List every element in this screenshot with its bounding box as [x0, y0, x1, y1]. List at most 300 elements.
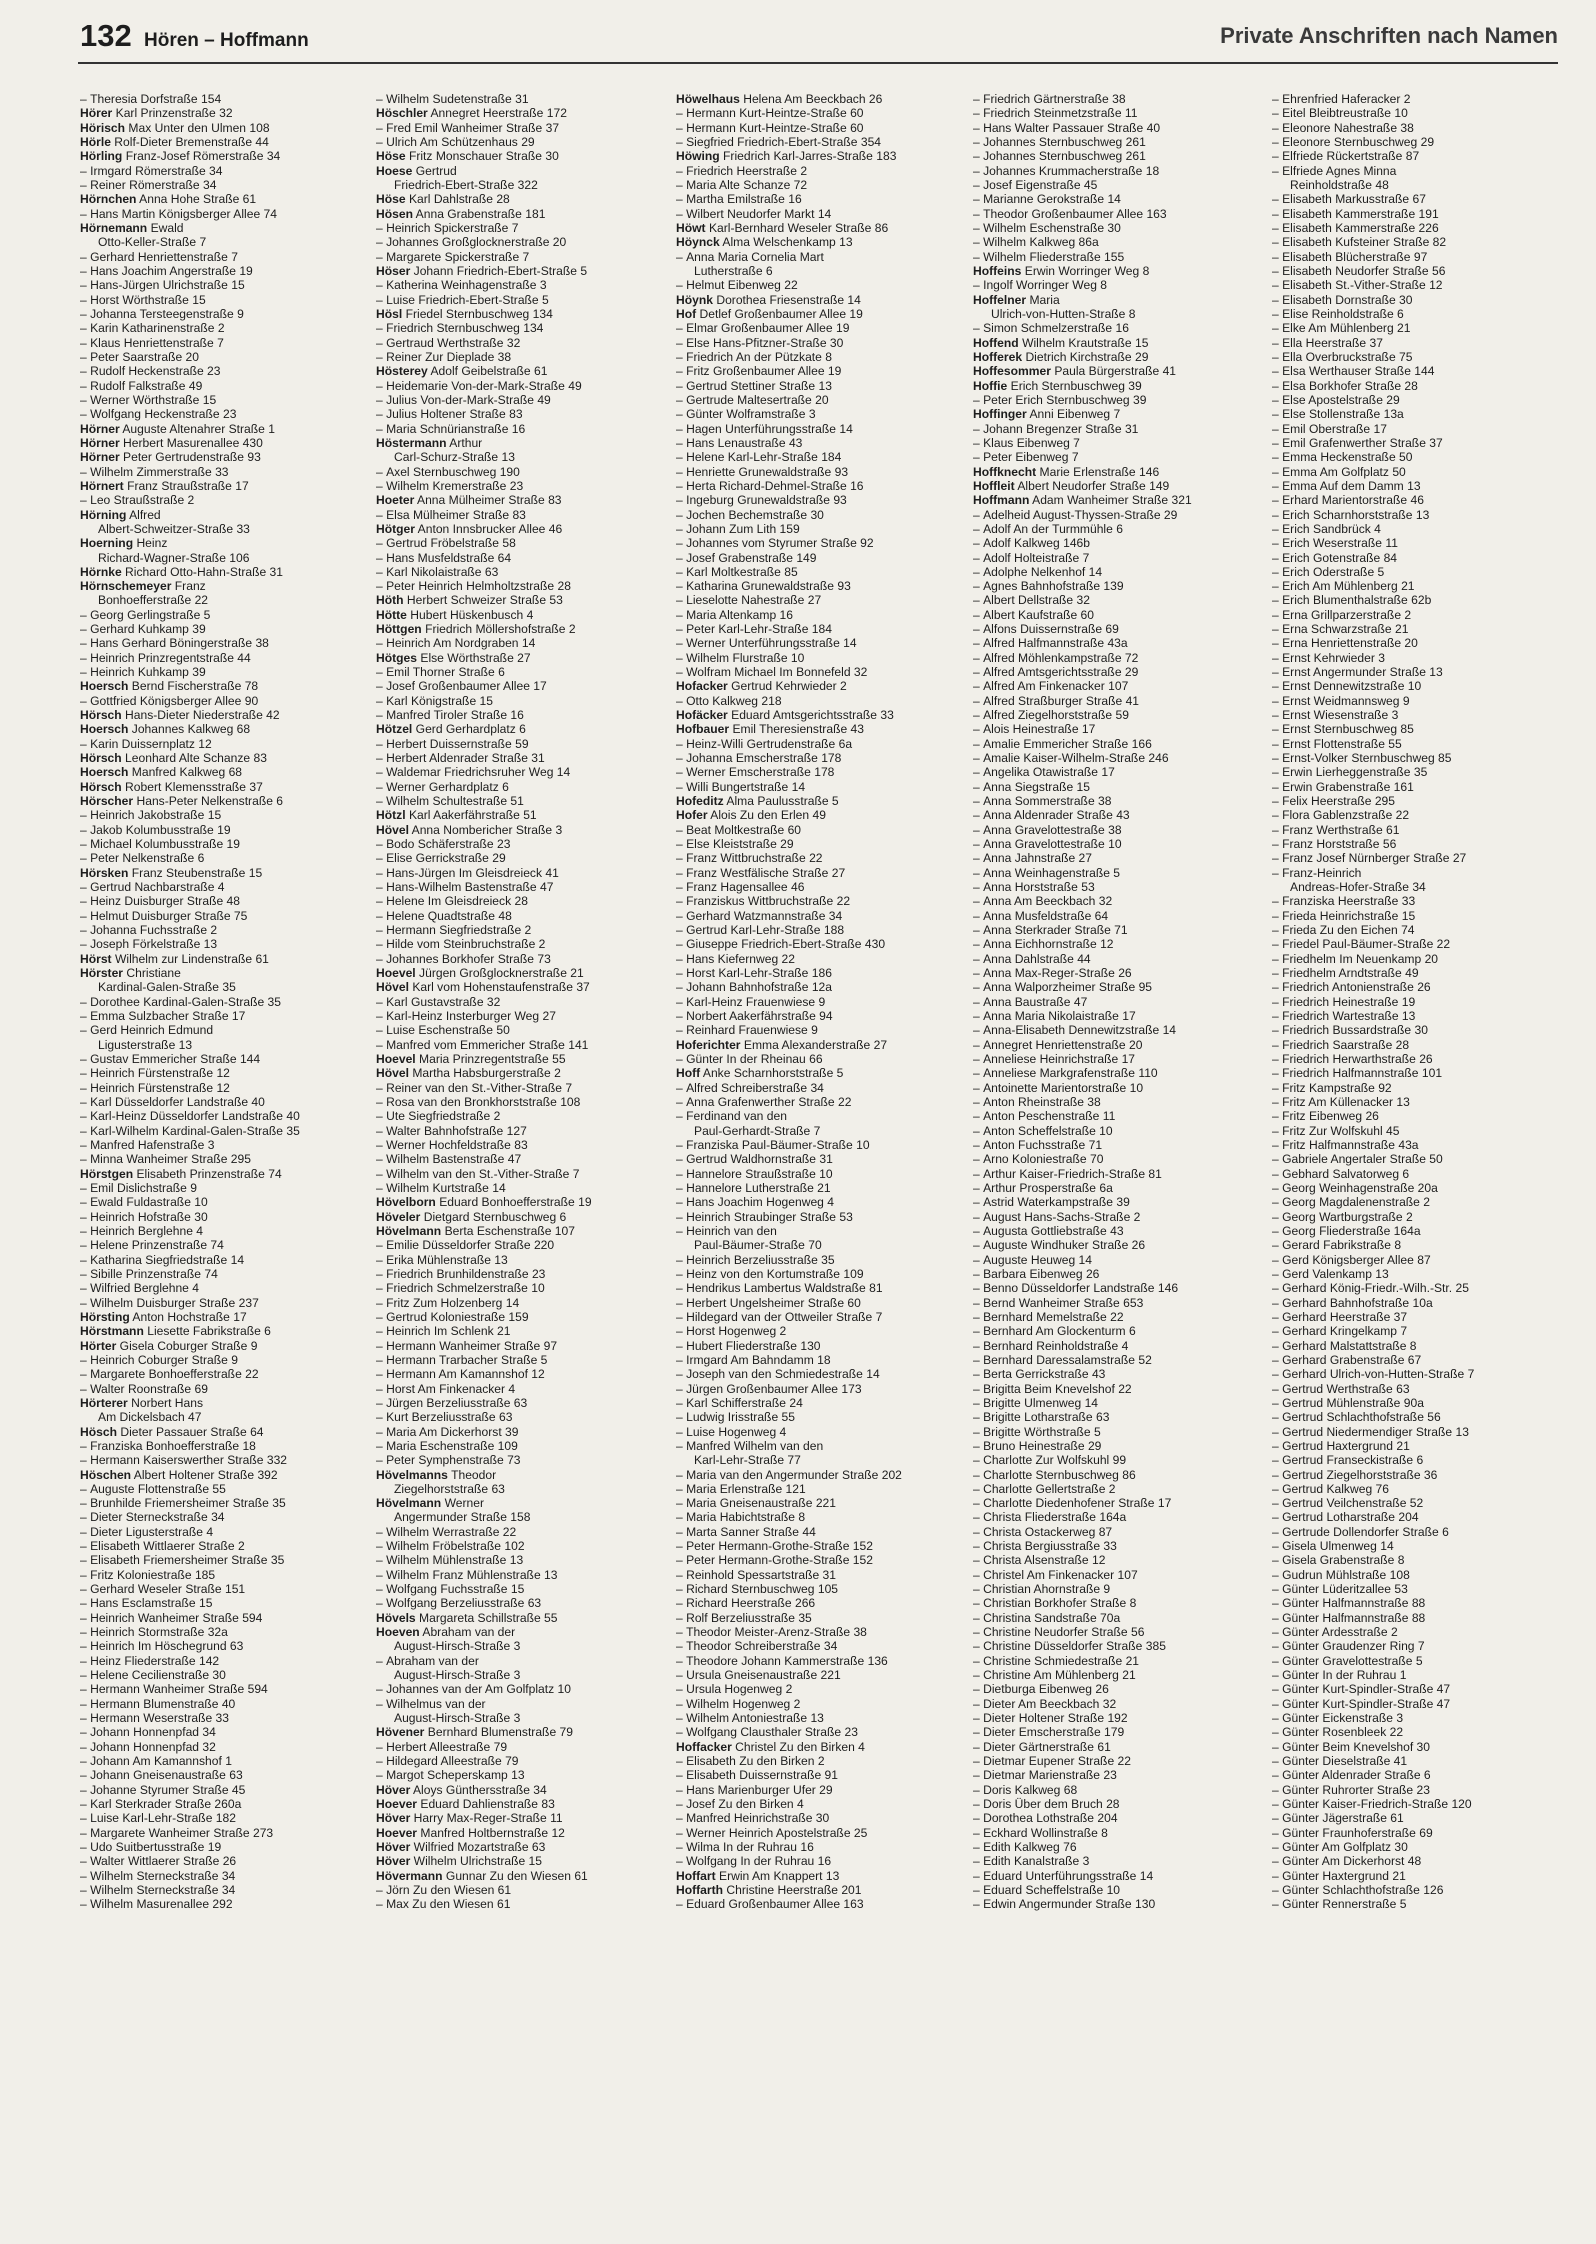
directory-entry — [676, 980, 958, 994]
directory-entry — [1272, 479, 1554, 493]
entry-text: Alfred — [129, 507, 161, 522]
entry-text: Franz Wittbruchstraße 22 — [686, 851, 823, 866]
entry-text: Christa Ostackerweg 87 — [983, 1524, 1113, 1539]
entry-text: Horst Hogenweg 2 — [686, 1324, 787, 1339]
entry-text: Abraham van der — [386, 1653, 479, 1668]
directory-entry — [676, 221, 958, 235]
directory-entry — [376, 808, 658, 822]
entry-text: Helena Am Beeckbach 26 — [743, 92, 883, 106]
directory-entry — [973, 1596, 1255, 1610]
directory-entry — [973, 293, 1255, 307]
entry-text: Gertrud Franseckistraße 6 — [1282, 1453, 1424, 1468]
directory-entry — [973, 221, 1255, 235]
entry-text: Josef Zu den Birken 4 — [686, 1797, 804, 1812]
entry-text: Else Apostelstraße 29 — [1282, 392, 1400, 407]
directory-entry — [376, 1124, 658, 1138]
entry-text: Edith Kalkweg 76 — [983, 1840, 1077, 1855]
directory-entry — [676, 1425, 958, 1439]
entry-text: Charlotte Gellertstraße 2 — [983, 1481, 1116, 1496]
entry-text: Max Unter den Ulmen 108 — [128, 120, 270, 135]
directory-entry — [973, 364, 1255, 378]
entry-text: Erich Blumenthalstraße 62b — [1282, 593, 1432, 608]
directory-entry — [676, 952, 958, 966]
directory-entry — [1272, 593, 1554, 607]
entry-text: Udo Suitbertusstraße 19 — [90, 1840, 222, 1855]
entry-text: Theodor Meister-Arenz-Straße 38 — [686, 1625, 867, 1640]
directory-entry — [376, 307, 658, 321]
directory-entry — [1272, 780, 1554, 794]
directory-entry — [80, 422, 362, 436]
directory-entry — [376, 1682, 658, 1696]
directory-entry — [376, 622, 658, 636]
directory-entry — [973, 1396, 1255, 1410]
entry-text: Erich Sandbrück 4 — [1282, 521, 1381, 536]
family-name: Hövel — [376, 980, 409, 995]
entry-text: Klaus Eibenweg 7 — [983, 435, 1080, 450]
entry-text: Elisabeth Blücherstraße 97 — [1282, 249, 1428, 264]
family-name: Hövelmann — [376, 1496, 442, 1511]
entry-text: Minna Wanheimer Straße 295 — [90, 1152, 251, 1167]
directory-entry — [376, 579, 658, 593]
family-name: Hövelmanns — [376, 1467, 448, 1482]
entry-text: Anton Hochstraße 17 — [132, 1309, 247, 1324]
directory-entry — [1272, 1138, 1554, 1152]
entry-text: Elsa Mülheimer Straße 83 — [386, 507, 526, 522]
entry-text: Alois Zu den Erlen 49 — [710, 808, 826, 823]
directory-entry — [676, 1167, 958, 1181]
directory-entry — [676, 909, 958, 923]
entry-text: Gerhard Grabenstraße 67 — [1282, 1352, 1422, 1367]
family-name: Hörle — [80, 134, 111, 149]
entry-text: Wilhelm Sudetenstraße 31 — [386, 92, 529, 106]
entry-text: Josef Grabenstraße 149 — [686, 550, 817, 565]
directory-entry — [1272, 1496, 1554, 1510]
directory-entry — [973, 1811, 1255, 1825]
entry-text: Wilhelm Eschenstraße 30 — [983, 220, 1121, 235]
directory-entry — [1272, 837, 1554, 851]
entry-text: Frieda Zu den Eichen 74 — [1282, 923, 1415, 938]
directory-entry — [376, 1711, 658, 1725]
directory-entry — [376, 737, 658, 751]
entry-text: Josef Großenbaumer Allee 17 — [386, 679, 547, 694]
directory-entry — [973, 1253, 1255, 1267]
directory-entry — [676, 665, 958, 679]
directory-entry — [1272, 1310, 1554, 1324]
entry-text: Christel Zu den Birken 4 — [735, 1739, 865, 1754]
directory-entry — [1272, 536, 1554, 550]
directory-entry — [376, 1611, 658, 1625]
entry-text: Hildegard van der Ottweiler Straße 7 — [686, 1309, 883, 1324]
directory-entry — [376, 1095, 658, 1109]
entry-text: Lieselotte Nahestraße 27 — [686, 593, 822, 608]
entry-text: Gertrud Fröbelstraße 58 — [386, 536, 516, 551]
entry-text: Elfriede Agnes Minna — [1282, 163, 1397, 178]
entry-text: Auguste Windhuker Straße 26 — [983, 1238, 1146, 1253]
directory-entry — [973, 1468, 1255, 1482]
entry-text: Ursula Hogenweg 2 — [686, 1682, 793, 1697]
directory-entry — [973, 92, 1255, 106]
directory-entry — [676, 1281, 958, 1295]
directory-entry — [376, 1238, 658, 1252]
directory-entry — [1272, 135, 1554, 149]
directory-entry — [1272, 708, 1554, 722]
directory-entry — [1272, 250, 1554, 264]
directory-entry — [1272, 1869, 1554, 1883]
entry-text: Wilma In der Ruhrau 16 — [686, 1840, 814, 1855]
directory-entry — [676, 336, 958, 350]
directory-entry — [80, 1167, 362, 1181]
entry-text: Christina Sandstraße 70a — [983, 1610, 1121, 1625]
directory-entry — [376, 1138, 658, 1152]
entry-text: Reiner van den St.-Vither-Straße 7 — [386, 1080, 573, 1095]
directory-entry — [1272, 1167, 1554, 1181]
directory-column-3 — [676, 92, 958, 1912]
directory-entry — [973, 866, 1255, 880]
entry-text: Margot Scheperskamp 13 — [386, 1768, 525, 1783]
entry-text: Elisabeth Kammerstraße 191 — [1282, 206, 1439, 221]
entry-text: Rolf-Dieter Bremenstraße 44 — [114, 134, 269, 149]
directory-entry — [1272, 1382, 1554, 1396]
directory-entry — [1272, 1754, 1554, 1768]
entry-text: Brigitte Ulmenweg 14 — [983, 1395, 1099, 1410]
directory-entry — [1272, 1095, 1554, 1109]
family-name: Hövermann — [376, 1868, 443, 1883]
entry-text: Christine Heerstraße 201 — [726, 1883, 862, 1898]
directory-entry — [80, 1482, 362, 1496]
entry-text: Christa Fliederstraße 164a — [983, 1510, 1127, 1525]
directory-entry — [80, 1697, 362, 1711]
family-name: Hofbauer — [676, 722, 730, 737]
directory-entry — [80, 1382, 362, 1396]
entry-text: Christa Alsenstraße 12 — [983, 1553, 1106, 1568]
directory-entry — [973, 1238, 1255, 1252]
entry-text: Erna Grillparzerstraße 2 — [1282, 607, 1412, 622]
directory-entry — [80, 1682, 362, 1696]
directory-entry — [80, 1568, 362, 1582]
entry-text: Jochen Bechemstraße 30 — [686, 507, 824, 522]
entry-text: Franziska Paul-Bäumer-Straße 10 — [686, 1137, 870, 1152]
directory-entry — [1272, 1582, 1554, 1596]
directory-entry — [376, 1625, 658, 1639]
directory-entry — [1272, 1367, 1554, 1381]
entry-text: Peter Hermann-Grothe-Straße 152 — [686, 1553, 873, 1568]
entry-text: Annegret Henriettenstraße 20 — [983, 1037, 1143, 1052]
entry-text: Liesette Fabrikstraße 6 — [147, 1324, 271, 1339]
entry-text: Günter Kaiser-Friedrich-Straße 120 — [1282, 1797, 1472, 1812]
directory-entry — [376, 493, 658, 507]
entry-text: Erhard Marientorstraße 46 — [1282, 493, 1424, 508]
directory-entry — [973, 1181, 1255, 1195]
entry-text: Karl Düsseldorfer Landstraße 40 — [90, 1094, 265, 1109]
directory-entry — [676, 1339, 958, 1353]
directory-entry — [973, 1310, 1255, 1324]
entry-text: Günter Am Dickerhorst 48 — [1282, 1854, 1422, 1869]
directory-entry — [376, 608, 658, 622]
directory-entry — [1272, 551, 1554, 565]
entry-text: Ernst Kehrwieder 3 — [1282, 650, 1385, 665]
directory-entry — [80, 278, 362, 292]
directory-entry — [376, 651, 658, 665]
entry-text: Eitel Bleibtreustraße 10 — [1282, 106, 1408, 121]
entry-text: Anni Eibenweg 7 — [1029, 407, 1121, 422]
directory-entry — [676, 1396, 958, 1410]
directory-entry — [376, 1811, 658, 1825]
entry-text: Fritz Eibenweg 26 — [1282, 1109, 1379, 1124]
directory-entry — [80, 407, 362, 421]
entry-text: Günter In der Rheinau 66 — [686, 1051, 823, 1066]
entry-text: Herbert Masurenallee 430 — [123, 435, 263, 450]
directory-entry — [376, 1152, 658, 1166]
directory-entry — [80, 1181, 362, 1195]
directory-entry — [376, 1468, 658, 1482]
family-name: Hörisch — [80, 120, 126, 135]
entry-text: Wilhelm Masurenallee 292 — [90, 1897, 233, 1912]
entry-text: Alma Welschenkamp 13 — [722, 235, 853, 250]
directory-entry — [80, 1539, 362, 1553]
directory-entry — [80, 1324, 362, 1338]
family-name: Hörling — [80, 149, 123, 164]
directory-entry — [376, 465, 658, 479]
directory-entry — [973, 1410, 1255, 1424]
directory-entry — [676, 1310, 958, 1324]
entry-text: Karl-Heinz Insterburger Weg 27 — [386, 1009, 556, 1023]
directory-entry — [676, 1439, 958, 1453]
directory-entry — [376, 1668, 658, 1682]
directory-entry — [80, 1525, 362, 1539]
directory-entry — [973, 1697, 1255, 1711]
entry-text: Elfriede Rückertstraße 87 — [1282, 149, 1420, 164]
entry-text: Anke Scharnhorststraße 5 — [702, 1066, 844, 1081]
entry-text: Heinrich Spickerstraße 7 — [386, 220, 519, 235]
directory-entry — [676, 1238, 958, 1252]
family-name: Hörscher — [80, 794, 134, 809]
directory-entry — [1272, 1453, 1554, 1467]
entry-text: Gerhard Bahnhofstraße 10a — [1282, 1295, 1433, 1310]
entry-text: Horst Wörthstraße 15 — [90, 292, 206, 307]
family-name: Hörsch — [80, 708, 122, 723]
entry-text: Ernst Flottenstraße 55 — [1282, 736, 1402, 751]
entry-text: Anna Sommerstraße 38 — [983, 794, 1112, 809]
entry-text: Harry Max-Reger-Straße 11 — [413, 1811, 563, 1826]
directory-entry — [376, 679, 658, 693]
entry-text: Charlotte Diedenhofener Straße 17 — [983, 1496, 1172, 1511]
entry-text: Eleonore Sternbuschweg 29 — [1282, 134, 1435, 149]
directory-entry — [1272, 1296, 1554, 1310]
directory-entry — [1272, 264, 1554, 278]
entry-text: Waldemar Friedrichsruher Weg 14 — [386, 765, 571, 780]
entry-text: Karl Sterkrader Straße 260a — [90, 1797, 242, 1812]
directory-entry — [676, 923, 958, 937]
entry-text: Paul-Bäumer-Straße 70 — [694, 1238, 822, 1253]
entry-text: Werner Hochfeldstraße 83 — [386, 1137, 528, 1152]
entry-text: Emma Sulzbacher Straße 17 — [90, 1009, 246, 1023]
entry-text: Maria Altenkamp 16 — [686, 607, 793, 622]
entry-text: Klaus Henriettenstraße 7 — [90, 335, 224, 350]
entry-text: Hans-Jürgen Im Gleisdreieck 41 — [386, 865, 559, 880]
directory-entry — [80, 909, 362, 923]
entry-text: Heinrich van den — [686, 1223, 777, 1238]
entry-text: Werner Unterführungsstraße 14 — [686, 636, 857, 651]
entry-text: Günter Eickenstraße 3 — [1282, 1711, 1404, 1726]
directory-entry — [676, 164, 958, 178]
entry-text: Wolfgang Fuchsstraße 15 — [386, 1582, 525, 1597]
entry-text: Gerhard Weseler Straße 151 — [90, 1582, 246, 1597]
directory-entry — [1272, 379, 1554, 393]
entry-text: Hermann Blumenstraße 40 — [90, 1696, 236, 1711]
directory-entry — [1272, 937, 1554, 951]
directory-entry — [973, 493, 1255, 507]
directory-entry — [1272, 1023, 1554, 1037]
entry-text: Adelheid August-Thyssen-Straße 29 — [983, 507, 1178, 522]
entry-text: Hildegard Alleestraße 79 — [386, 1754, 519, 1769]
entry-text: Günter Dieselstraße 41 — [1282, 1754, 1408, 1769]
entry-text: Wilhelm Flurstraße 10 — [686, 650, 805, 665]
entry-text: Hans Martin Königsberger Allee 74 — [90, 206, 277, 221]
directory-entry — [1272, 737, 1554, 751]
directory-entry — [1272, 393, 1554, 407]
entry-text: Rudolf Falkstraße 49 — [90, 378, 203, 393]
directory-entry — [676, 1510, 958, 1524]
entry-text: Hans-Wilhelm Bastenstraße 47 — [386, 880, 554, 895]
directory-entry — [676, 393, 958, 407]
entry-text: Maria Erlenstraße 121 — [686, 1481, 806, 1496]
directory-entry — [676, 106, 958, 120]
entry-text: Leo Straußstraße 2 — [90, 493, 195, 508]
entry-text: Walter Wittlaerer Straße 26 — [90, 1854, 237, 1869]
directory-entry — [973, 737, 1255, 751]
entry-text: Wilhelm Kremerstraße 23 — [386, 478, 524, 493]
directory-entry — [676, 1797, 958, 1811]
directory-entry — [676, 679, 958, 693]
entry-text: Emilie Düsseldorfer Straße 220 — [386, 1238, 555, 1253]
entry-text: Alma Paulusstraße 5 — [726, 794, 839, 809]
entry-text: Hermann Am Kamannshof 12 — [386, 1367, 545, 1382]
entry-text: Heinrich Im Höschegrund 63 — [90, 1639, 244, 1654]
entry-text: Elise Reinholdstraße 6 — [1282, 306, 1404, 321]
entry-text: Anna Grafenwerther Straße 22 — [686, 1094, 852, 1109]
entry-text: Anna-Elisabeth Dennewitzstraße 14 — [983, 1023, 1177, 1038]
family-name: Hövelmann — [376, 1223, 442, 1238]
directory-entry — [676, 1109, 958, 1123]
entry-text: Gerd Heinrich Edmund — [90, 1023, 214, 1038]
directory-entry — [973, 350, 1255, 364]
entry-text: Gertrud Ziegelhorststraße 36 — [1282, 1467, 1438, 1482]
entry-text: Alfred Ziegelhorststraße 59 — [983, 708, 1129, 723]
entry-text: Heidemarie Von-der-Mark-Straße 49 — [386, 378, 582, 393]
directory-entry — [376, 1510, 658, 1524]
directory-entry — [80, 1668, 362, 1682]
entry-text: Peter Karl-Lehr-Straße 184 — [686, 622, 832, 637]
family-name: Höver — [376, 1782, 411, 1797]
entry-text: Bernhard Blumenstraße 79 — [427, 1725, 573, 1740]
entry-text: Herbert Duissernstraße 59 — [386, 736, 529, 751]
directory-entry — [973, 1582, 1255, 1596]
entry-text: Peter Saarstraße 20 — [90, 349, 199, 364]
directory-entry — [1272, 493, 1554, 507]
entry-text: Arthur Prosperstraße 6a — [983, 1180, 1113, 1195]
entry-text: Anna Nombericher Straße 3 — [411, 822, 563, 837]
entry-text: Karl Gustavstraße 32 — [386, 994, 501, 1009]
entry-text: Alois Heinestraße 17 — [983, 722, 1096, 737]
directory-entry — [676, 207, 958, 221]
directory-entry — [973, 1296, 1255, 1310]
family-name: Hoever — [376, 1825, 418, 1840]
directory-entry — [676, 479, 958, 493]
directory-entry — [376, 1740, 658, 1754]
entry-text: Reinholdstraße 48 — [1290, 177, 1389, 192]
directory-entry — [1272, 1740, 1554, 1754]
entry-text: Erich Am Mühlenberg 21 — [1282, 579, 1415, 594]
entry-text: Ludwig Irisstraße 55 — [686, 1410, 795, 1425]
directory-entry — [1272, 565, 1554, 579]
entry-text: Christiane — [126, 966, 181, 981]
directory-entry — [676, 651, 958, 665]
directory-entry — [1272, 1625, 1554, 1639]
entry-text: Kurt Berzeliusstraße 63 — [386, 1410, 513, 1425]
directory-entry — [676, 1711, 958, 1725]
entry-text: Hans Lenaustraße 43 — [686, 435, 803, 450]
entry-text: Gerhard Heerstraße 37 — [1282, 1309, 1408, 1324]
entry-text: Anna Musfeldstraße 64 — [983, 908, 1109, 923]
entry-text: Elsa Werthauser Straße 144 — [1282, 364, 1435, 379]
entry-text: August-Hirsch-Straße 3 — [394, 1711, 521, 1726]
entry-text: Dietgard Sternbuschweg 6 — [423, 1209, 567, 1224]
directory-entry — [973, 665, 1255, 679]
entry-text: Franz Westfälische Straße 27 — [686, 865, 846, 880]
entry-text: Giuseppe Friedrich-Ebert-Straße 430 — [686, 937, 886, 952]
entry-text: Julius Von-der-Mark-Straße 49 — [386, 392, 551, 407]
entry-text: Helmut Eibenweg 22 — [686, 278, 798, 293]
entry-text: Theresia Dorfstraße 154 — [90, 92, 222, 106]
directory-entry — [973, 636, 1255, 650]
directory-entry — [80, 1596, 362, 1610]
entry-text: Abraham van der — [422, 1625, 516, 1640]
entry-text: Peter Heinrich Helmholtzstraße 28 — [386, 579, 571, 594]
entry-text: Karl-Heinz Frauenwiese 9 — [686, 994, 826, 1009]
directory-entry — [80, 708, 362, 722]
entry-text: Johann Friedrich-Ebert-Straße 5 — [413, 263, 588, 278]
directory-entry — [676, 407, 958, 421]
directory-entry — [676, 1768, 958, 1782]
directory-entry — [1272, 1081, 1554, 1095]
directory-entry — [973, 1496, 1255, 1510]
directory-entry — [80, 679, 362, 693]
family-name: Hofacker — [676, 679, 728, 694]
entry-text: Maria Gneisenaustraße 221 — [686, 1496, 837, 1511]
entry-text: Johannes vom Styrumer Straße 92 — [686, 536, 874, 551]
family-name: Hörnschemeyer — [80, 579, 172, 594]
directory-entry — [80, 1582, 362, 1596]
directory-entry — [973, 1639, 1255, 1653]
entry-text: Felix Heerstraße 295 — [1282, 794, 1396, 809]
entry-text: Friedrich Brunhildenstraße 23 — [386, 1266, 546, 1281]
entry-text: Erna Schwarzstraße 21 — [1282, 622, 1409, 637]
directory-entry — [1272, 823, 1554, 837]
directory-entry — [676, 765, 958, 779]
entry-text: Margarete Wanheimer Straße 273 — [90, 1825, 274, 1840]
entry-text: Gertrud Nachbarstraße 4 — [90, 880, 225, 895]
directory-entry — [973, 708, 1255, 722]
directory-entry — [1272, 1267, 1554, 1281]
directory-entry — [1272, 1482, 1554, 1496]
entry-text: Anna Grabenstraße 181 — [415, 206, 546, 221]
entry-text: Manfred Wilhelm van den — [686, 1438, 824, 1453]
family-name: Hövener — [376, 1725, 425, 1740]
entry-text: Gerhard Kuhkamp 39 — [90, 622, 206, 637]
directory-entry — [1272, 164, 1554, 178]
directory-entry — [676, 450, 958, 464]
directory-entry — [973, 264, 1255, 278]
